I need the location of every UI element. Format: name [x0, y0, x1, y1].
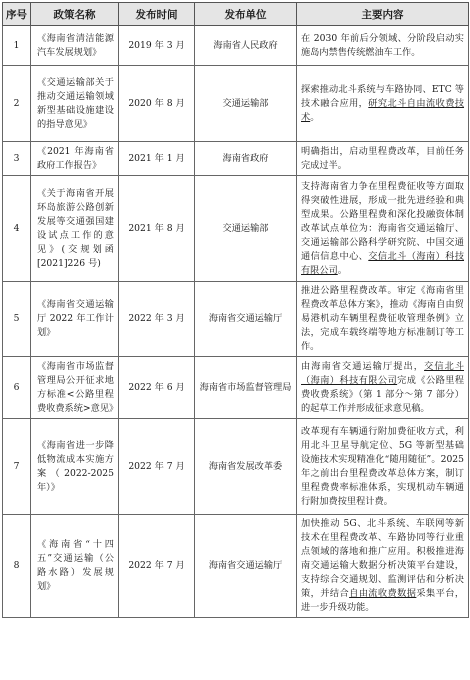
cell-issuer: 海南省交通运输厅 [195, 515, 297, 618]
table-row [3, 26, 469, 66]
content-text: 支持海南省力争在里程费征收等方面取得突破性进展，形成一批先进经验和典型成果。公路里程费和深化投融资体制改革试点单位为：海南省交通运输厅、交通运输部公路科学研究院、中国交通通信信息中心、 [301, 180, 464, 262]
cell-serial: 8 [3, 515, 31, 618]
underlined-text: 交信北斗（海南）科技有限公司 [301, 360, 465, 386]
cell-issuer: 海南省市场监督管理局 [195, 357, 297, 419]
cell-issuer: 海南省政府 [195, 142, 297, 176]
cell-policy-name: 《海南省市场监督管理局公开征求地方标准<公路里程费收费系统>意见》 [31, 357, 119, 419]
cell-main-content [297, 419, 469, 515]
table-row [3, 515, 469, 618]
policy-table [2, 2, 469, 618]
cell-issuer: 海南省交通运输厅 [195, 282, 297, 357]
content-text: 改革现有车辆通行附加费征收方式，利用北斗卫星导航定位、5G 等新型基础设施技术实现精准化“随用随征”。2025 年之前出台里程费改革总体方案，制订里程费费率标准体系，实现机动车辆通行附加费按里程计费。 [301, 425, 464, 507]
header-release-date: 发布时间 [119, 3, 195, 26]
table-row [3, 66, 469, 142]
header-main-content: 主要内容 [297, 3, 469, 26]
cell-main-content [297, 66, 469, 142]
cell-serial: 2 [3, 66, 31, 142]
table-row [3, 282, 469, 357]
policy-table-container [2, 2, 468, 618]
table-row [3, 357, 469, 419]
cell-main-content [297, 142, 469, 176]
cell-policy-name: 《关于海南省开展环岛旅游公路创新发展等交通强国建设试点工作的意见》(交规划函 [2021]226 号) [31, 176, 119, 282]
header-policy-name: 政策名称 [31, 3, 119, 26]
content-text: 。 [310, 111, 320, 123]
cell-release-date: 2022 年 6 月 [119, 357, 195, 419]
table-body [3, 26, 469, 618]
cell-serial: 7 [3, 419, 31, 515]
content-text: 加快推动 5G、北斗系统、车联网等新技术在里程费改革、车路协同等行业重点领域的落地和推广应用。积极推进海南交通运输大数据分析决策平台建设，支持综合交通规划、监测评估和分析决策，并结合 [301, 518, 464, 599]
cell-issuer: 海南省发展改革委 [195, 419, 297, 515]
cell-policy-name: 《海南省交通运输厅 2022 年工作计划》 [31, 282, 119, 357]
cell-policy-name: 《2021 年海南省政府工作报告》 [31, 142, 119, 176]
cell-main-content [297, 176, 469, 282]
cell-release-date: 2021 年 8 月 [119, 176, 195, 282]
cell-release-date: 2022 年 7 月 [119, 515, 195, 618]
cell-release-date: 2022 年 7 月 [119, 419, 195, 515]
header-serial: 序号 [3, 3, 31, 26]
table-row [3, 419, 469, 515]
cell-release-date: 2020 年 8 月 [119, 66, 195, 142]
content-text: 采集平台，进一步升级功能。 [301, 588, 465, 613]
cell-serial: 3 [3, 142, 31, 176]
cell-release-date: 2022 年 3 月 [119, 282, 195, 357]
cell-serial: 6 [3, 357, 31, 419]
cell-serial: 4 [3, 176, 31, 282]
cell-issuer: 交通运输部 [195, 176, 297, 282]
table-header-row [3, 3, 469, 26]
cell-serial: 5 [3, 282, 31, 357]
content-text: 完成《公路里程费收费系统》（第 1 部分～第 7 部分）的起草工作并形成征求意见稿。 [301, 374, 465, 414]
cell-policy-name: 《海南省进一步降低物流成本实施方案（2022-2025 年）》 [31, 419, 119, 515]
cell-main-content [297, 515, 469, 618]
cell-policy-name: 《海南省清洁能源汽车发展规划》 [31, 26, 119, 66]
underlined-text: 交信北斗（海南）科技有限公司 [301, 250, 465, 276]
cell-serial: 1 [3, 26, 31, 66]
content-text: 在 2030 年前后分领域、分阶段启动实施岛内禁售传统燃油车工作。 [301, 32, 464, 58]
content-text: 明确指出，启动里程费改革，目前任务完成过半。 [301, 145, 464, 171]
content-text: 由海南省交通运输厅提出， [301, 360, 425, 372]
cell-policy-name: 《交通运输部关于推动交通运输领域新型基础设施建设的指导意见》 [31, 66, 119, 142]
table-row [3, 176, 469, 282]
content-text: 探索推动北斗系统与车路协同、ETC 等技术融合应用， [301, 83, 464, 109]
cell-issuer: 海南省人民政府 [195, 26, 297, 66]
cell-main-content [297, 357, 469, 419]
cell-main-content [297, 26, 469, 66]
underlined-text: 研究北斗自由流收费技术 [301, 97, 465, 123]
cell-policy-name: 《海南省“十四五”交通运输（公路水路）发展规划》 [31, 515, 119, 618]
content-text: 推进公路里程费改革。审定《海南省里程费改革总体方案》，推动《海南自由贸易港机动车辆里程费征收管理条例》立法，完成车载终端等地方标准制订等工作。 [301, 285, 464, 352]
cell-release-date: 2019 年 3 月 [119, 26, 195, 66]
cell-release-date: 2021 年 1 月 [119, 142, 195, 176]
content-text: 。 [337, 264, 347, 276]
table-row [3, 142, 469, 176]
cell-issuer: 交通运输部 [195, 66, 297, 142]
underlined-text: 自由流收费数据 [349, 588, 417, 599]
header-issuer: 发布单位 [195, 3, 297, 26]
cell-main-content [297, 282, 469, 357]
